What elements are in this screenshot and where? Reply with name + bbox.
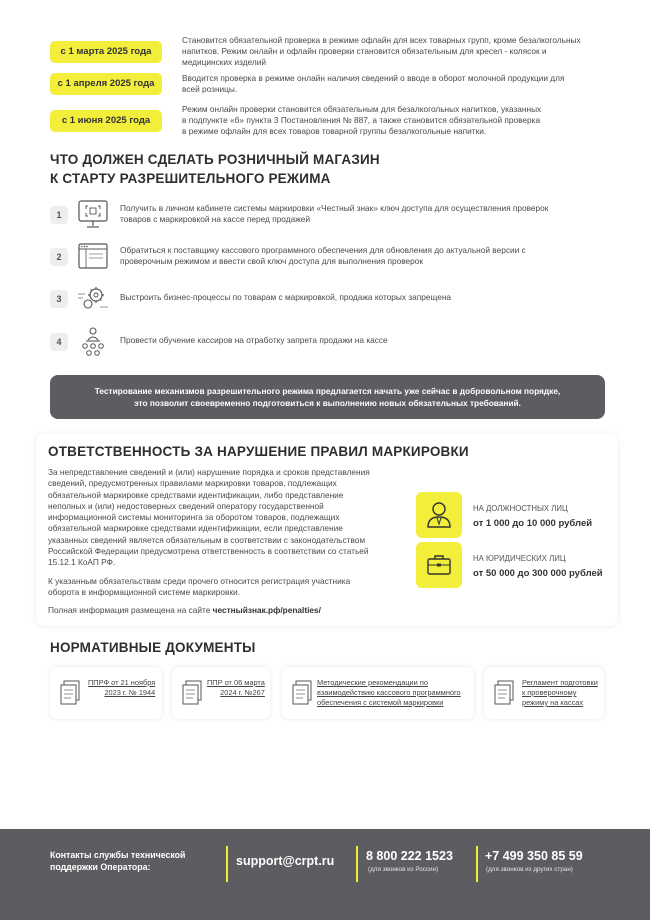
footer [0, 829, 650, 920]
step-text [120, 292, 600, 303]
phone-international-note: (для звонков из других стран) [486, 866, 573, 873]
text-line: К указанным обязательствам среди прочего относится регистрация участника [48, 575, 351, 586]
text-line: За непредставление сведений и (или) нарушение порядка и сроков представления [48, 467, 370, 477]
section-title-documents: НОРМАТИВНЫЕ ДОКУМЕНТЫ [50, 640, 256, 655]
step-number: 3 [50, 290, 68, 308]
text-line: ППРФ от 21 ноября [88, 678, 156, 687]
text-line: сведений, предусмотренных правилами маркировки товаров, подлежащих [48, 478, 337, 489]
penalties-link[interactable]: честныйзнак.рф/penalties/ [212, 605, 321, 616]
title-line: ЧТО ДОЛЖЕН СДЕЛАТЬ РОЗНИЧНЫЙ МАГАЗИН [50, 152, 380, 167]
section-title-responsibility: ОТВЕТСТВЕННОСТЬ ЗА НАРУШЕНИЕ ПРАВИЛ МАРКИРОВКИ [48, 444, 469, 459]
step-text [120, 203, 600, 225]
person-icon-tile [416, 492, 462, 538]
step-text [120, 335, 600, 346]
text-line: режиму на кассах [522, 698, 584, 707]
text-line: обязательной маркировке средствами идентификации, либо представление [48, 489, 344, 500]
qr-scan-monitor-icon [76, 198, 110, 232]
document-link[interactable] [207, 678, 265, 698]
training-group-icon [76, 325, 110, 359]
step-number: 4 [50, 333, 68, 351]
footer-divider [226, 846, 228, 882]
text-line: указанных сведений является обязательным в соответствии с законодательством [48, 534, 366, 545]
footer-divider [476, 846, 478, 882]
text-line: медицинских изделий [182, 57, 266, 68]
text-line: Режим онлайн проверки становится обязательным для безалкогольных напитков, указанных [182, 104, 542, 114]
timeline-text [182, 73, 610, 95]
text-line: 15.12.1 КоАП РФ. [48, 557, 116, 568]
step-item [50, 240, 610, 280]
text-line: Вводится проверка в режиме онлайн наличия сведений о вводе в оборот молочной продукции для [182, 73, 565, 83]
step-item [50, 325, 610, 365]
document-card[interactable] [282, 667, 474, 719]
text-line: поддержки Оператора: [50, 862, 151, 872]
responsibility-card [36, 434, 618, 626]
phone-russia-link[interactable]: 8 800 222 1523 [366, 849, 453, 863]
text-line: взаимодействию кассового программного [317, 688, 461, 697]
date-badge: с 1 марта 2025 года [50, 41, 162, 63]
fine-value: от 1 000 до 10 000 рублей [473, 518, 593, 529]
date-badge: с 1 апреля 2025 года [50, 73, 162, 95]
text-line: Методические рекомендации по [317, 678, 428, 687]
text-line: Полная информация размещена на сайте [48, 605, 213, 616]
phone-russia-note: (для звонков из России) [368, 866, 439, 873]
text-line: ППР от 06 марта [207, 678, 265, 687]
text-line: 2023 г. № 1944 [104, 688, 156, 697]
fine-value: от 50 000 до 300 000 рублей [473, 568, 603, 579]
text-line: 2024 г. №267 [220, 688, 265, 697]
banner-line: Тестирование механизмов разрешительного режима предлагается начать уже сейчас в добровольном порядке, [94, 386, 561, 396]
text-line: Регламент подготовки [522, 678, 598, 687]
gears-process-icon [76, 282, 110, 316]
document-card[interactable] [50, 667, 162, 719]
text-line: Обратиться к поставщику кассового программного обеспечения для обновления до актуальной версии с [120, 245, 526, 255]
step-text [120, 245, 600, 267]
support-email-link[interactable]: support@crpt.ru [236, 854, 335, 868]
text-line: всей розницы. [182, 84, 238, 95]
document-stack-icon [492, 679, 516, 707]
text-line: в режиме офлайн для всех товаров товарной группы безалкогольные напитки. [182, 126, 487, 137]
fine-officials [416, 492, 616, 542]
step-number: 1 [50, 206, 68, 224]
paragraph [48, 605, 403, 616]
document-stack-icon [180, 679, 204, 707]
text-line: оборота в информационной системе маркировки. [48, 586, 240, 597]
step-item [50, 282, 610, 322]
text-line: Выстроить бизнес-процессы по товарам с маркировкой, продажа которых запрещена [120, 292, 452, 302]
text-line: неполных и (или) недостоверных сведений оператору государственной [48, 500, 324, 511]
date-badge: с 1 июня 2025 года [50, 110, 162, 132]
step-number: 2 [50, 248, 68, 266]
text-line: Контакты службы технической [50, 850, 186, 860]
text-line: Получить в личном кабинете системы маркировки «Честный знак» ключ доступа для осуществления проверок [120, 203, 549, 213]
document-stack-icon [58, 679, 82, 707]
text-line: Российской Федерации предусмотрена ответственность в соответствии со статьей [48, 546, 369, 557]
responsibility-text [48, 467, 403, 624]
text-line: напитков. Режим онлайн и офлайн проверки становится обязательным для кресел - колясок и [182, 46, 547, 57]
text-line: Провести обучение кассиров на отработку запрета продажи на кассе [120, 335, 388, 345]
title-line: К СТАРТУ РАЗРЕШИТЕЛЬНОГО РЕЖИМА [50, 171, 331, 186]
fine-label: НА ДОЛЖНОСТНЫХ ЛИЦ [473, 504, 568, 513]
document-link[interactable] [88, 678, 155, 698]
document-stack-icon [290, 679, 314, 707]
section-title-retail [50, 150, 380, 188]
text-line: Становится обязательной проверка в режиме офлайн для всех товарных групп, кроме безалкогольных [182, 35, 581, 45]
text-line: обеспечения с системой маркировки [317, 698, 444, 707]
text-line: информационной системы мониторинга за оборотом товаров, подлежащих [48, 512, 340, 523]
document-link[interactable] [522, 678, 598, 708]
text-line: товаров с маркировкой на кассе перед продажей [120, 214, 310, 225]
briefcase-icon [416, 542, 462, 588]
paragraph [48, 467, 403, 569]
step-item [50, 198, 610, 238]
footer-title [50, 849, 220, 873]
document-link[interactable] [317, 678, 461, 708]
fine-legal-entities [416, 542, 616, 592]
banner-line: это позволит своевременно подготовиться к выполнению новых обязательных требований. [134, 398, 521, 408]
info-banner [50, 375, 605, 419]
briefcase-icon-tile [416, 542, 462, 588]
text-line: проверочным режимом и ввести свой ключ доступа для выполнения проверок [120, 256, 424, 267]
phone-international-link[interactable]: +7 499 350 85 59 [485, 849, 583, 863]
person-icon [416, 492, 462, 538]
paragraph [48, 576, 403, 599]
timeline-text [182, 104, 610, 138]
browser-window-icon [76, 240, 110, 274]
text-line [182, 115, 610, 126]
footer-divider [356, 846, 358, 882]
document-card[interactable] [172, 667, 270, 719]
document-card[interactable] [484, 667, 604, 719]
text-line: к проверочному [522, 688, 577, 697]
documents-list [50, 667, 610, 721]
text-line: обязательной маркировке средствами идентификации, если представление [48, 523, 343, 534]
text-line-underlined[interactable]: в подпункте «б» пункта 3 Постановления № 887, а также становится обязательной проверка [182, 115, 541, 126]
fine-label: НА ЮРИДИЧЕСКИХ ЛИЦ [473, 554, 566, 563]
timeline-text [182, 35, 610, 69]
